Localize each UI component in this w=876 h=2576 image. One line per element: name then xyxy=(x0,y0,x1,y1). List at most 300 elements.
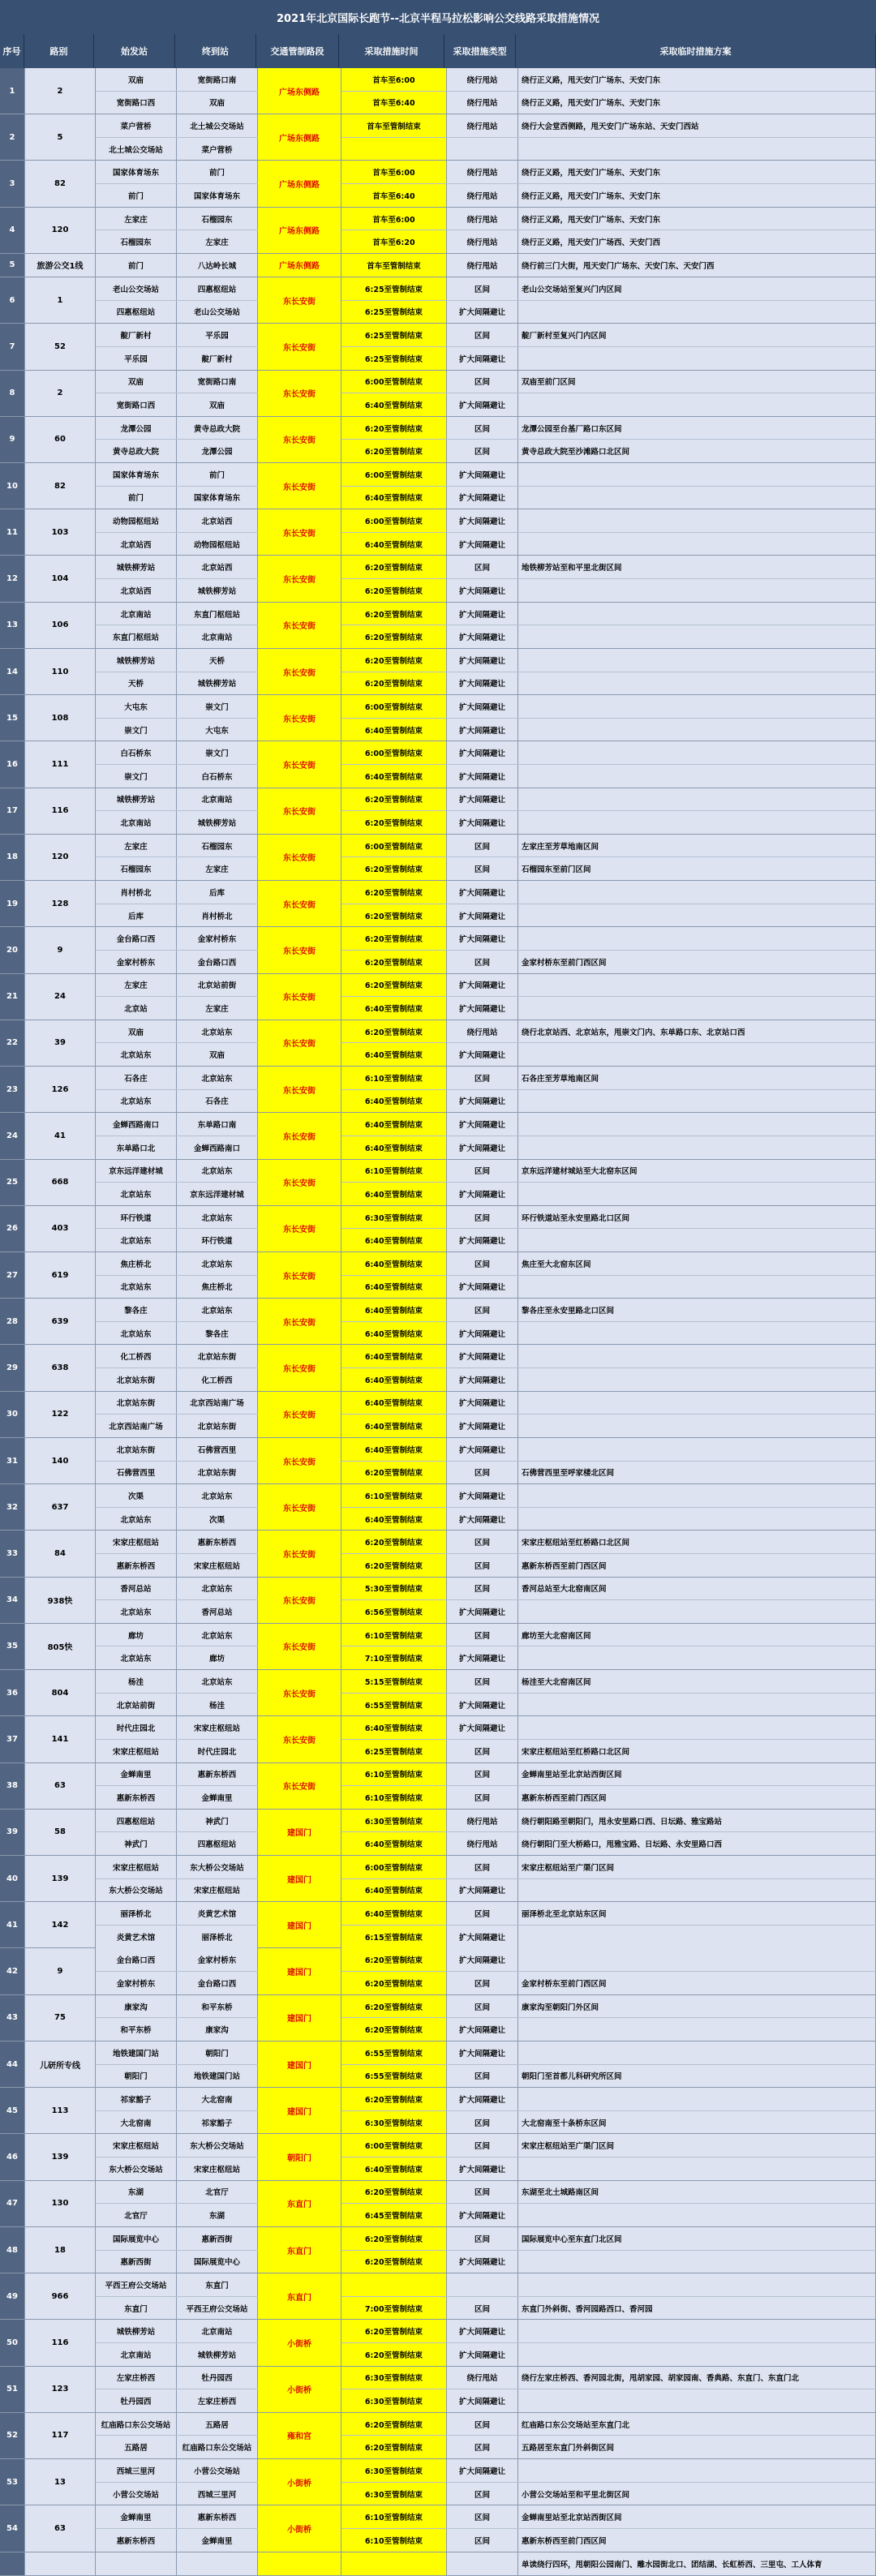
measures-column xyxy=(341,1113,876,1158)
route-cell: 5 xyxy=(25,114,96,160)
stations-column xyxy=(96,1299,258,1344)
from-cell: 崇文门 xyxy=(96,719,177,741)
from-cell: 宋家庄枢纽站 xyxy=(96,1531,177,1553)
segment-cell: 东长安街 xyxy=(258,1392,341,1437)
plan-cell: 惠新东桥西至前门西区间 xyxy=(518,1786,876,1809)
table-row xyxy=(96,371,258,393)
from-cell: 石榴园东 xyxy=(96,857,177,880)
to-cell: 金蝉西路南口 xyxy=(177,1136,258,1159)
header-type: 采取措施类型 xyxy=(444,34,516,68)
stations-column xyxy=(96,208,258,253)
table-row xyxy=(96,2413,258,2436)
from-cell: 后库 xyxy=(96,904,177,927)
plan-cell xyxy=(518,1600,876,1623)
header-row xyxy=(0,34,876,68)
seq-cell: 25 xyxy=(0,1160,25,1205)
table-row xyxy=(96,1531,258,1553)
to-cell: 北京站东街 xyxy=(177,1462,258,1484)
table-group xyxy=(0,1392,876,1438)
from-cell: 东湖 xyxy=(96,2181,177,2204)
measures-column xyxy=(341,695,876,741)
time-cell: 6:30至管制结束 xyxy=(341,1206,447,1229)
from-cell: 天桥 xyxy=(96,672,177,695)
route-cell: 75 xyxy=(25,1995,96,2041)
measures-column xyxy=(341,1856,876,1901)
seq-cell: 1 xyxy=(0,68,25,114)
route-cell: 117 xyxy=(25,2413,96,2458)
type-cell: 区间 xyxy=(447,951,518,973)
type-cell: 绕行甩站 xyxy=(447,92,518,114)
table-row xyxy=(341,927,876,950)
from-cell: 金蝉南里 xyxy=(96,2505,177,2528)
to-cell: 惠新东桥西 xyxy=(177,1531,258,1553)
type-cell: 区间 xyxy=(447,1299,518,1321)
route-cell: 儿研所专线 xyxy=(25,2041,96,2087)
from-cell: 北京站东 xyxy=(96,1322,177,1345)
stations-column xyxy=(96,324,258,369)
route-cell: 116 xyxy=(25,788,96,834)
table-row xyxy=(96,603,258,625)
type-cell: 扩大间隔避让 xyxy=(447,765,518,788)
from-cell: 时代庄园北 xyxy=(96,1716,177,1739)
table-row xyxy=(96,1739,258,1762)
plan-cell: 双庙至前门区间 xyxy=(518,371,876,393)
route-cell: 123 xyxy=(25,2367,96,2412)
table-group xyxy=(0,1067,876,1113)
type-cell: 扩大间隔避让 xyxy=(447,1183,518,1205)
table-group xyxy=(0,2273,876,2320)
plan-cell xyxy=(518,2273,876,2296)
table-row xyxy=(96,1089,258,1113)
stations-column xyxy=(96,1020,258,1066)
plan-cell xyxy=(518,1926,876,1948)
table-row xyxy=(96,2296,258,2320)
time-cell: 6:20至管制结束 xyxy=(341,1995,447,2018)
plan-cell: 绕行正义路，甩天安门广场东、天安门东 xyxy=(518,161,876,183)
table-group xyxy=(0,1624,876,1670)
type-cell: 扩大间隔避让 xyxy=(447,695,518,718)
table-row xyxy=(96,2017,258,2041)
from-cell: 北京南站 xyxy=(96,811,177,834)
table-row xyxy=(96,1716,258,1739)
to-cell: 左家庄 xyxy=(177,230,258,253)
to-cell: 东直门 xyxy=(177,2273,258,2296)
from-cell: 北京站西 xyxy=(96,579,177,602)
type-cell: 绕行甩站 xyxy=(447,114,518,137)
to-cell: 康家沟 xyxy=(177,2018,258,2041)
stations-column xyxy=(96,2413,258,2458)
segment-cell: 东长安街 xyxy=(258,1160,341,1205)
to-cell: 龙潭公园 xyxy=(177,440,258,462)
from-cell: 平西王府公交场站 xyxy=(96,2273,177,2296)
time-cell xyxy=(341,2552,447,2575)
plan-cell xyxy=(518,1183,876,1205)
table-group xyxy=(0,927,876,973)
stations-column xyxy=(96,2552,258,2575)
table-row xyxy=(96,486,258,509)
segment-cell: 建国门 xyxy=(258,1995,341,2041)
table-row xyxy=(341,625,876,648)
to-cell: 北土城公交场站 xyxy=(177,114,258,137)
from-cell: 大屯东 xyxy=(96,695,177,718)
type-cell: 扩大间隔避让 xyxy=(447,741,518,764)
from-cell: 京东远洋建材城 xyxy=(96,1160,177,1183)
plan-cell: 金蝉南里站至北京站西街区间 xyxy=(518,2505,876,2528)
table-group xyxy=(0,695,876,741)
stations-column xyxy=(96,1948,258,1994)
to-cell: 丽泽桥北 xyxy=(177,1926,258,1948)
type-cell: 扩大间隔避让 xyxy=(447,2088,518,2110)
plan-cell: 丽泽桥北至北京站东区间 xyxy=(518,1902,876,1925)
plan-cell xyxy=(518,719,876,741)
segment-cell: 广场东侧路 xyxy=(258,208,341,253)
table-row xyxy=(341,1739,876,1762)
plan-cell: 绕行朝阳门至大桥路口，甩雅宝路、日坛路、永安里路口西 xyxy=(518,1832,876,1855)
time-cell: 6:30至管制结束 xyxy=(341,2367,447,2389)
route-cell: 104 xyxy=(25,556,96,601)
table-group xyxy=(0,1345,876,1391)
to-cell: 菜户营桥 xyxy=(177,138,258,161)
from-cell: 北官厅 xyxy=(96,2204,177,2226)
plan-cell xyxy=(518,1276,876,1299)
table-row xyxy=(96,718,258,741)
table-row xyxy=(341,1507,876,1531)
table-row xyxy=(341,1182,876,1205)
table-row xyxy=(341,254,876,277)
stations-column xyxy=(96,2134,258,2179)
measures-column xyxy=(341,324,876,369)
plan-cell xyxy=(518,765,876,788)
type-cell: 扩大间隔避让 xyxy=(447,579,518,602)
plan-cell: 绕行大会堂西侧路，甩天安门广场东站、天安门西站 xyxy=(518,114,876,137)
time-cell: 6:40至管制结束 xyxy=(341,1043,447,1066)
time-cell: 6:55至管制结束 xyxy=(341,1694,447,1716)
type-cell: 区间 xyxy=(447,1252,518,1275)
time-cell: 6:40至管制结束 xyxy=(341,1392,447,1415)
stations-column xyxy=(96,556,258,601)
type-cell: 扩大间隔避让 xyxy=(447,487,518,509)
to-cell: 白石桥东 xyxy=(177,765,258,788)
plan-cell xyxy=(518,1694,876,1716)
from-cell: 北京西站南广场 xyxy=(96,1415,177,1437)
route-cell: 639 xyxy=(25,1299,96,1344)
time-cell: 首车至6:00 xyxy=(341,68,447,91)
plan-cell xyxy=(518,997,876,1020)
plan-cell xyxy=(518,788,876,811)
table-row xyxy=(341,1020,876,1043)
table-row xyxy=(341,1995,876,2018)
table-group xyxy=(0,2367,876,2413)
plan-cell: 宋家庄枢纽站至广渠门区间 xyxy=(518,2134,876,2157)
time-cell: 6:10至管制结束 xyxy=(341,1484,447,1507)
segment-cell: 东直门 xyxy=(258,2181,341,2226)
from-cell: 四惠枢纽站 xyxy=(96,1810,177,1832)
plan-cell: 小营公交场站至和平里北街区间 xyxy=(518,2483,876,2505)
to-cell: 四惠枢纽站 xyxy=(177,1832,258,1855)
type-cell: 区间 xyxy=(447,1067,518,1089)
seq-cell: 32 xyxy=(0,1484,25,1530)
table-row xyxy=(96,996,258,1020)
from-cell: 大北窑南 xyxy=(96,2111,177,2134)
table-row xyxy=(96,532,258,556)
segment-cell: 小街桥 xyxy=(258,2505,341,2551)
measures-column xyxy=(341,417,876,462)
table-row xyxy=(96,2528,258,2552)
measures-column xyxy=(341,835,876,880)
segment-cell: 小街桥 xyxy=(258,2459,341,2505)
plan-cell: 惠新东桥西至前门西区间 xyxy=(518,1554,876,1577)
table-row xyxy=(341,91,876,114)
route-cell: 403 xyxy=(25,1206,96,1252)
seq-cell: 36 xyxy=(0,1670,25,1715)
time-cell: 6:20至管制结束 xyxy=(341,951,447,973)
time-cell: 6:20至管制结束 xyxy=(341,649,447,672)
to-cell: 前门 xyxy=(177,463,258,486)
from-cell: 金家村桥东 xyxy=(96,1972,177,1994)
from-cell: 双庙 xyxy=(96,68,177,91)
plan-cell: 老山公交场站至复兴门内区间 xyxy=(518,277,876,300)
type-cell: 扩大间隔避让 xyxy=(447,509,518,532)
from-cell: 北京站东街 xyxy=(96,1368,177,1391)
table-row xyxy=(341,486,876,509)
time-cell: 6:20至管制结束 xyxy=(341,788,447,811)
plan-cell xyxy=(518,1345,876,1367)
table-row xyxy=(96,788,258,811)
table-group xyxy=(0,2320,876,2366)
from-cell: 城铁柳芳站 xyxy=(96,2320,177,2342)
table-row xyxy=(341,1716,876,1739)
from-cell: 金台路口西 xyxy=(96,1948,177,1971)
from-cell: 杨洼 xyxy=(96,1670,177,1693)
table-row xyxy=(341,1693,876,1716)
seq-cell: 28 xyxy=(0,1299,25,1344)
stations-column xyxy=(96,741,258,787)
to-cell: 北京站东 xyxy=(177,1020,258,1043)
plan-cell xyxy=(518,1646,876,1669)
to-cell: 朝阳门 xyxy=(177,2041,258,2064)
segment-cell: 广场东侧路 xyxy=(258,114,341,160)
from-cell: 康家沟 xyxy=(96,1995,177,2018)
route-cell: 126 xyxy=(25,1067,96,1112)
plan-cell: 靛厂新村至复兴门内区间 xyxy=(518,324,876,346)
table-row xyxy=(96,393,258,416)
seq-cell: 26 xyxy=(0,1206,25,1252)
from-cell: 红庙路口东公交场站 xyxy=(96,2413,177,2436)
table-group xyxy=(0,1578,876,1624)
time-cell: 6:10至管制结束 xyxy=(341,2505,447,2528)
table-group xyxy=(0,1484,876,1531)
type-cell: 扩大间隔避让 xyxy=(447,603,518,625)
seq-cell: 30 xyxy=(0,1392,25,1437)
stations-column xyxy=(96,254,258,277)
table-row xyxy=(96,1646,258,1669)
plan-cell: 金蝉南里站至北京站西街区间 xyxy=(518,1763,876,1786)
measures-column xyxy=(341,1252,876,1298)
table-row xyxy=(96,1763,258,1786)
to-cell: 左家庄桥西 xyxy=(177,2389,258,2412)
table-row xyxy=(341,417,876,440)
stations-column xyxy=(96,2088,258,2133)
plan-cell xyxy=(518,2389,876,2412)
type-cell: 区间 xyxy=(447,1554,518,1577)
route-cell: 52 xyxy=(25,324,96,369)
table-row xyxy=(96,1461,258,1484)
time-cell: 6:40至管制结束 xyxy=(341,765,447,788)
time-cell: 6:20至管制结束 xyxy=(341,1554,447,1577)
type-cell: 区间 xyxy=(447,371,518,393)
type-cell: 区间 xyxy=(447,1578,518,1600)
header-time: 采取措施时间 xyxy=(339,34,444,68)
time-cell: 6:25至管制结束 xyxy=(341,1740,447,1762)
plan-cell xyxy=(518,649,876,672)
route-cell: 103 xyxy=(25,509,96,555)
measures-column xyxy=(341,2041,876,2087)
segment-cell: 建国门 xyxy=(258,1948,341,1994)
from-cell xyxy=(96,2552,177,2575)
stations-column xyxy=(96,1810,258,1855)
route-cell: 106 xyxy=(25,603,96,648)
time-cell: 6:20至管制结束 xyxy=(341,2251,447,2273)
table-row xyxy=(341,2552,876,2575)
to-cell: 惠新西街 xyxy=(177,2227,258,2250)
time-cell: 6:15至管制结束 xyxy=(341,1926,447,1948)
type-cell: 区间 xyxy=(447,1206,518,1229)
time-cell: 6:20至管制结束 xyxy=(341,2343,447,2366)
table-row xyxy=(96,439,258,462)
time-cell: 6:40至管制结束 xyxy=(341,1902,447,1925)
seq-cell: 48 xyxy=(0,2227,25,2273)
table-group xyxy=(0,2505,876,2552)
time-cell: 6:30至管制结束 xyxy=(341,2459,447,2482)
table-row xyxy=(341,2134,876,2157)
plan-cell: 绕行左家庄桥西、香河园北街，甩胡家园、胡家园南、香典路、东直门、东直门北 xyxy=(518,2367,876,2389)
table-row xyxy=(341,1067,876,1089)
to-cell: 宋家庄枢纽站 xyxy=(177,2157,258,2180)
stations-column xyxy=(96,2041,258,2087)
measures-column xyxy=(341,1995,876,2041)
from-cell: 北土城公交场站 xyxy=(96,138,177,161)
time-cell: 6:10至管制结束 xyxy=(341,1067,447,1089)
type-cell: 区间 xyxy=(447,556,518,578)
table-row xyxy=(96,1785,258,1809)
from-cell: 炎黄艺术馆 xyxy=(96,1926,177,1948)
seq-cell: 34 xyxy=(0,1578,25,1623)
table-group xyxy=(0,649,876,695)
plan-cell: 绕行正义路，甩天安门广场东、天安门东 xyxy=(518,184,876,207)
plan-cell xyxy=(518,2343,876,2366)
table-group xyxy=(0,2088,876,2134)
from-cell: 北京站东 xyxy=(96,1276,177,1299)
table-row xyxy=(96,324,258,346)
segment-cell: 东长安街 xyxy=(258,881,341,926)
route-cell: 637 xyxy=(25,1484,96,1530)
measures-column xyxy=(341,603,876,648)
measures-column xyxy=(341,1948,876,1994)
time-cell: 6:55至管制结束 xyxy=(341,2065,447,2088)
table-row xyxy=(341,672,876,695)
to-cell: 北京南站 xyxy=(177,788,258,811)
from-cell: 国际展览中心 xyxy=(96,2227,177,2250)
to-cell: 北京站东 xyxy=(177,1299,258,1321)
measures-column xyxy=(341,788,876,834)
table-row xyxy=(341,1624,876,1646)
to-cell: 石佛营西里 xyxy=(177,1438,258,1461)
segment-cell: 东长安街 xyxy=(258,1484,341,1530)
from-cell: 惠新东桥西 xyxy=(96,1786,177,1809)
table-row xyxy=(96,1160,258,1183)
time-cell: 首车至管制结束 xyxy=(341,254,447,277)
measures-column xyxy=(341,2320,876,2365)
stations-column xyxy=(96,2181,258,2226)
route-cell: 804 xyxy=(25,1670,96,1715)
from-cell: 北京站东 xyxy=(96,1600,177,1623)
segment-cell: 广场东侧路 xyxy=(258,254,341,277)
measures-column xyxy=(341,1392,876,1437)
time-cell: 6:40至管制结束 xyxy=(341,1508,447,1531)
table-row xyxy=(96,1507,258,1531)
time-cell: 7:00至管制结束 xyxy=(341,2297,447,2320)
to-cell: 次渠 xyxy=(177,1508,258,1531)
type-cell: 扩大间隔避让 xyxy=(447,811,518,834)
time-cell: 7:10至管制结束 xyxy=(341,1646,447,1669)
to-cell: 金家村桥东 xyxy=(177,927,258,950)
stations-column xyxy=(96,1113,258,1158)
time-cell: 6:40至管制结束 xyxy=(341,393,447,416)
to-cell: 五路居 xyxy=(177,2413,258,2436)
route-cell: 24 xyxy=(25,974,96,1020)
to-cell: 北京站东 xyxy=(177,1067,258,1089)
table-row xyxy=(96,1414,258,1437)
time-cell: 6:25至管制结束 xyxy=(341,347,447,370)
type-cell xyxy=(447,2552,518,2575)
time-cell: 6:20至管制结束 xyxy=(341,1020,447,1043)
route-cell: 1 xyxy=(25,277,96,323)
route-cell: 128 xyxy=(25,881,96,926)
to-cell: 大屯东 xyxy=(177,719,258,741)
time-cell: 6:40至管制结束 xyxy=(341,1716,447,1739)
plan-cell: 京东远洋建材城站至大北窑东区间 xyxy=(518,1160,876,1183)
segment-cell: 东长安街 xyxy=(258,1067,341,1112)
plan-cell: 朝阳门至首都儿科研究所区间 xyxy=(518,2065,876,2088)
from-cell: 东大桥公交场站 xyxy=(96,2157,177,2180)
table-row xyxy=(96,556,258,578)
table-row xyxy=(96,463,258,486)
stations-column xyxy=(96,2273,258,2319)
to-cell: 廊坊 xyxy=(177,1646,258,1669)
segment-cell: 小街桥 xyxy=(258,2320,341,2365)
from-cell: 崇文门 xyxy=(96,765,177,788)
route-cell: 旅游公交1线 xyxy=(25,254,96,277)
table-row xyxy=(341,183,876,207)
table-body xyxy=(0,68,876,2570)
time-cell: 6:20至管制结束 xyxy=(341,1948,447,1971)
table-row xyxy=(96,974,258,997)
table-row xyxy=(96,2064,258,2088)
table-row xyxy=(96,1252,258,1275)
time-cell: 6:30至管制结束 xyxy=(341,2111,447,2134)
stations-column xyxy=(96,1392,258,1437)
table-row xyxy=(96,208,258,230)
table-row xyxy=(96,1392,258,1415)
type-cell: 区间 xyxy=(447,2227,518,2250)
to-cell: 城铁柳芳站 xyxy=(177,579,258,602)
table-row xyxy=(341,1878,876,1902)
measures-column xyxy=(341,1716,876,1762)
plan-cell xyxy=(518,579,876,602)
to-cell: 后库 xyxy=(177,881,258,904)
table-row xyxy=(341,1578,876,1600)
to-cell: 神武门 xyxy=(177,1810,258,1832)
